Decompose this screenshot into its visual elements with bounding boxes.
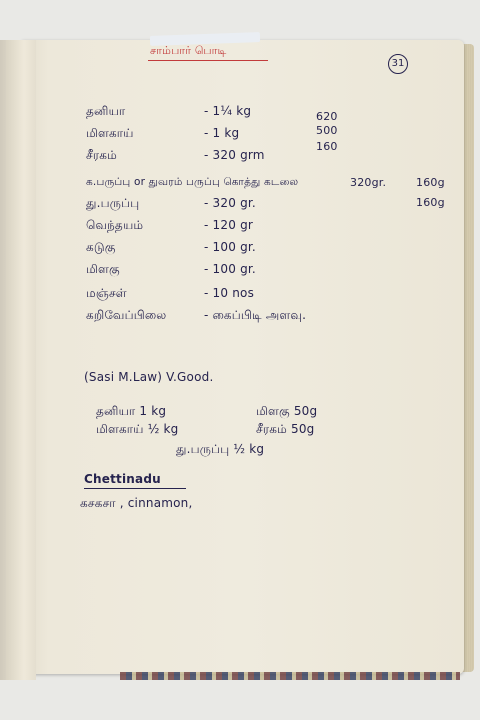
mini-recipe-line: தனியா 1 kg	[96, 404, 167, 418]
title-underline	[148, 60, 268, 61]
ingredient-note: 160g	[416, 176, 445, 189]
page-title: சாம்பார் பொடி	[150, 44, 227, 57]
ingredient-qty: - கைப்பிடி அளவு.	[204, 308, 307, 322]
ingredient-name: சீரகம்	[86, 148, 117, 162]
ingredient-name: தனியா	[86, 104, 126, 118]
ingredient-qty: - 1 kg	[204, 126, 240, 140]
ingredient-qty: - 10 nos	[204, 286, 255, 300]
mini-recipe-line: து.பருப்பு ½ kg	[176, 442, 265, 456]
notebook-binding	[6, 40, 36, 680]
ingredient-qty: - 320 gr.	[204, 196, 256, 210]
ingredient-name: கறிவேப்பிலை	[86, 308, 167, 322]
ingredient-qty: - 1¼ kg	[204, 104, 252, 118]
section-spices: கசகசா , cinnamon,	[80, 496, 193, 510]
ingredient-qty: - 120 gr	[204, 218, 254, 232]
ingredient-name: மிளகாய்	[86, 126, 134, 140]
mini-recipe-line: மிளகு 50g	[256, 404, 318, 418]
ingredient-note: 160	[316, 140, 338, 153]
ingredient-name: க.பருப்பு or துவரம் பருப்பு கொத்து கடலை	[86, 176, 299, 188]
ingredient-qty: - 100 gr.	[204, 262, 256, 276]
section-heading: Chettinadu	[84, 472, 161, 486]
ingredient-qty: 320gr.	[350, 176, 387, 189]
ingredient-note: 500	[316, 124, 338, 137]
ingredient-note: 160g	[416, 196, 445, 209]
ingredient-name: மிளகு	[86, 262, 120, 276]
mini-recipe-line: மிளகாய் ½ kg	[96, 422, 179, 436]
section-underline	[84, 488, 186, 489]
mini-recipe-line: சீரகம் 50g	[256, 422, 315, 436]
ingredient-name: மஞ்சள்	[86, 286, 127, 300]
ingredient-qty: - 320 grm	[204, 148, 265, 162]
page-number: 31	[388, 54, 408, 74]
recipe-comment: (Sasi M.Law) V.Good.	[84, 370, 214, 384]
ingredient-name: கடுகு	[86, 240, 116, 254]
ingredient-name: து.பருப்பு	[86, 196, 140, 210]
cover-fabric-strip	[120, 672, 460, 680]
ingredient-note: 620	[316, 110, 338, 123]
ingredient-qty: - 100 gr.	[204, 240, 256, 254]
ingredient-name: வெந்தயம்	[86, 218, 144, 232]
